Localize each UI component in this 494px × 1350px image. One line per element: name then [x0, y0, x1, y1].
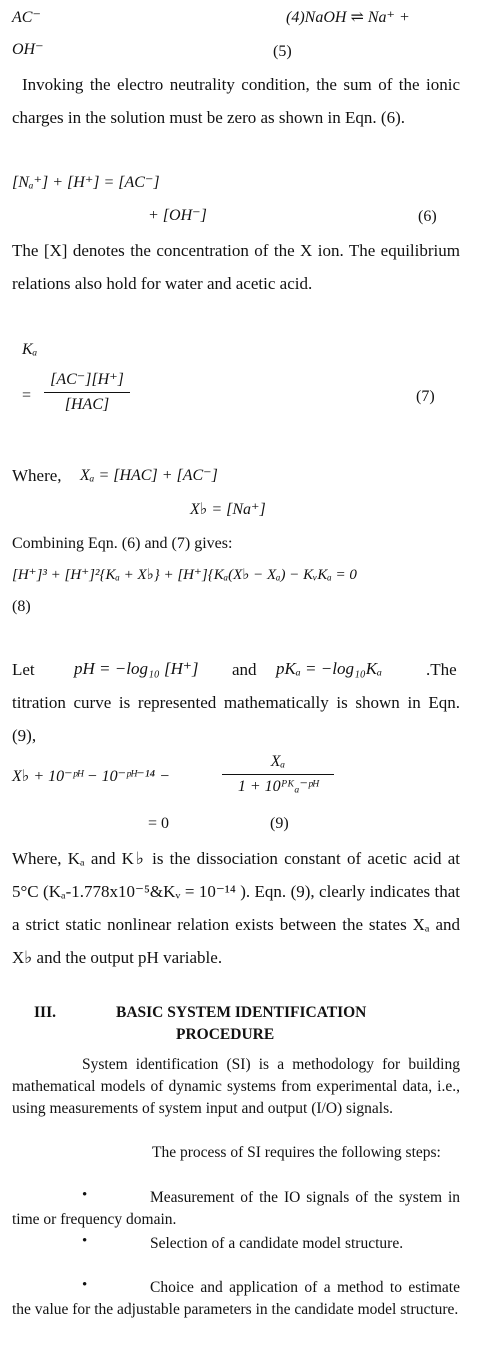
section-title-line1: BASIC SYSTEM IDENTIFICATION — [116, 1004, 367, 1021]
bullet-item-1: Measurement of the IO signals of the system in time or frequency domain. — [12, 1189, 460, 1228]
bullet-item-3: Choice and application of a method to estimate the value for the adjustable parameters in the candidate model structure. — [12, 1279, 460, 1318]
eq6-number: (6) — [418, 208, 437, 225]
para-dissociation: Where, Kₐ and K♭ is the dissociation constant of acetic acid at 5°C (Kₐ-1.778x10⁻⁵&Kᵥ = 10⁻¹⁴ ). Eqn. (9), clearly indicates that a strict static nonlinear relation exists between the states Xₐ and X♭ and the output pH variable. — [12, 849, 460, 967]
pka-definition: pKₐ = −log₁₀Kₐ — [276, 659, 383, 678]
eq8-body: [H⁺]³ + [H⁺]²{Kₐ + X♭} + [H⁺]{Kₐ(X♭ − Xₐ) − KᵥKₐ = 0 — [12, 567, 357, 583]
para-electroneutrality: Invoking the electro neutrality condition, the sum of the ionic charges in the solution must be zero as shown in Eqn. (6). — [12, 75, 460, 127]
eq9-equals-zero: = 0 — [148, 815, 170, 832]
section-number: III. — [34, 1004, 56, 1021]
let-word: Let — [12, 660, 35, 679]
bullet-dot-2: • — [82, 1233, 88, 1249]
where-label: Where, — [12, 466, 62, 485]
ph-definition: pH = −log₁₀ [H⁺] — [74, 659, 199, 678]
eq8-number: (8) — [12, 598, 31, 615]
bullet-item-2: Selection of a candidate model structure. — [150, 1235, 404, 1252]
para-system-identification: System identification (SI) is a methodology for building mathematical models of dynamic systems from experimental data, i.e., using measurements of system input and output (I/O) signals. — [12, 1056, 460, 1117]
eq9-fraction — [222, 752, 334, 797]
eq4-left-term: AC⁻ — [12, 9, 41, 26]
para-process: The process of SI requires the following steps: — [152, 1144, 441, 1161]
eq7-fraction — [44, 370, 130, 415]
eq7-lhs: Kₐ — [22, 341, 38, 358]
eq7-number: (7) — [416, 388, 435, 405]
eq9-fraction-bar — [222, 774, 334, 775]
eq6-line1: [Nₐ⁺] + [H⁺] = [AC⁻] — [12, 174, 160, 191]
eq9-numerator: Xₐ — [270, 753, 286, 770]
section-title-line2: PROCEDURE — [176, 1026, 275, 1043]
bullet-dot-3: • — [82, 1277, 88, 1293]
eq9-lhs: X♭ + 10⁻ᵖᴴ − 10⁻ᵖᴴ⁻¹⁴ − — [12, 768, 170, 785]
bullet-dot-1: • — [82, 1187, 88, 1203]
eq4-naoh: (4)NaOH ⇌ Na⁺ + — [286, 9, 410, 26]
xa-definition: Xₐ = [HAC] + [AC⁻] — [80, 467, 218, 484]
let-line-tail: .The — [426, 660, 457, 679]
eq6-line2: + [OH⁻] — [148, 207, 207, 224]
eq7-numerator: [AC⁻][H⁺] — [50, 371, 124, 388]
eq5-oh: OH⁻ — [12, 41, 44, 58]
eq7-fraction-bar — [44, 392, 130, 393]
eq9-number: (9) — [270, 815, 289, 832]
eq5-number: (5) — [273, 43, 292, 60]
para-titration: titration curve is represented mathematically is shown in Eqn. (9), — [12, 693, 460, 745]
combining-text: Combining Eqn. (6) and (7) gives: — [12, 535, 233, 552]
eq7-denominator: [HAC] — [64, 396, 110, 413]
and-word: and — [232, 660, 257, 679]
eq7-equals: = — [22, 387, 32, 404]
eq9-denominator: 1 + 10ᴾᴷₐ⁻ᵖᴴ — [237, 778, 319, 795]
xb-definition: X♭ = [Na⁺] — [190, 501, 266, 518]
para-concentration: The [X] denotes the concentration of the X ion. The equilibrium relations also hold for water and acetic acid. — [12, 241, 460, 293]
